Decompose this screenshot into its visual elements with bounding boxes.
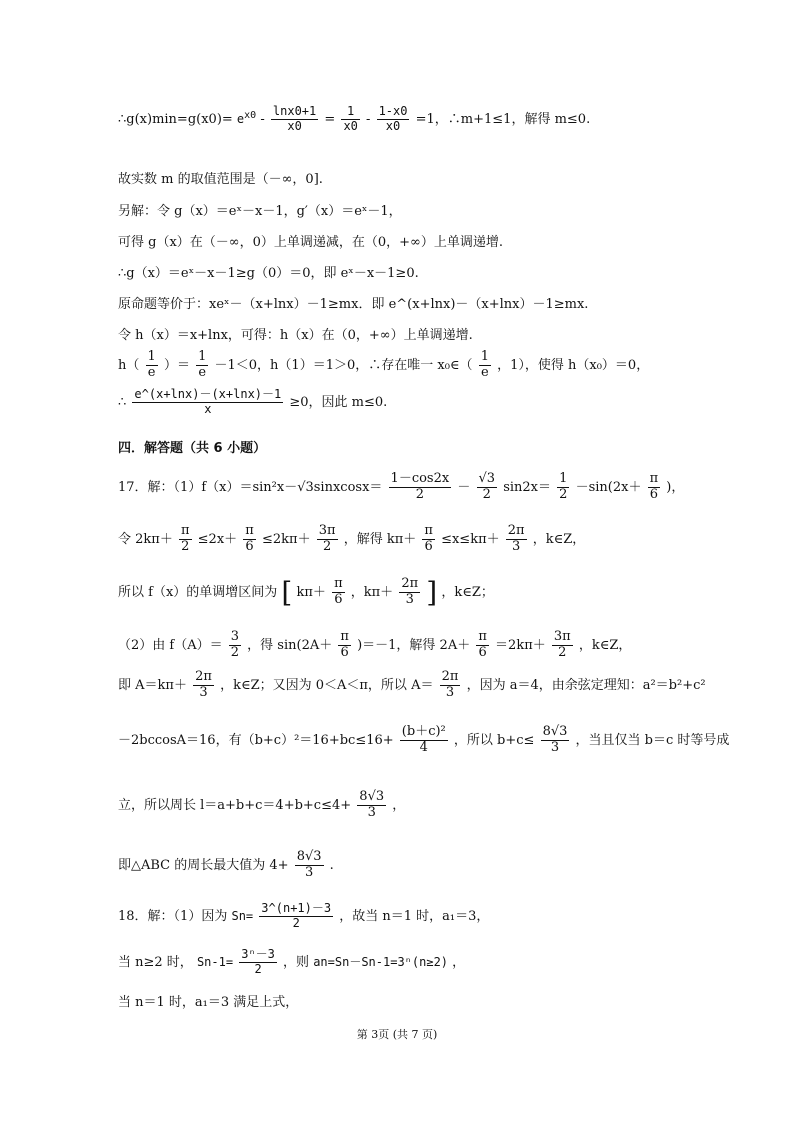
exp-term xyxy=(236,109,257,126)
numerator: π xyxy=(180,523,190,538)
numerator: 3ⁿ－3 xyxy=(241,947,275,961)
text-segment: ，当且仅当 b＝c 时等号成 xyxy=(575,732,730,748)
text-segment: ∴g(x)min=g(x0)= xyxy=(118,111,233,127)
fraction xyxy=(506,524,527,555)
numerator: 8√3 xyxy=(542,724,568,739)
text-segment: －sin(2x＋ xyxy=(575,479,642,495)
denominator: e xyxy=(480,364,489,380)
denominator: 6 xyxy=(334,592,343,607)
text-segment: an=Sn－Sn-1=3ⁿ(n≥2) xyxy=(313,954,449,969)
text-segment: ≤2x＋ xyxy=(197,531,238,547)
text-segment: ，则 xyxy=(283,954,310,970)
q17-line-1 xyxy=(118,472,684,503)
denominator: 6 xyxy=(478,644,487,660)
bracket-left: [ xyxy=(281,576,293,609)
text-segment: ∴ xyxy=(118,394,127,410)
fraction xyxy=(146,350,158,381)
fraction xyxy=(179,524,192,555)
fraction xyxy=(332,577,345,608)
text-line: 原命题等价于：xeˣ－（x+lnx）－1≥mx．即 e^(x+lnx)－（x+lnx）－1≥mx. xyxy=(118,297,589,312)
denominator: 3 xyxy=(199,684,208,700)
q17-line-2 xyxy=(118,524,585,555)
denominator: 6 xyxy=(340,644,349,660)
numerator: 3π xyxy=(553,629,571,644)
denominator: 6 xyxy=(649,486,659,502)
fraction xyxy=(440,670,461,701)
fraction xyxy=(193,670,214,701)
text-line-h-values xyxy=(118,350,649,381)
exp-base: e xyxy=(236,111,245,126)
denominator: e xyxy=(198,364,207,380)
text-segment: Sn= xyxy=(231,908,254,923)
numerator: π xyxy=(424,523,433,538)
text-segment: ，解得 kπ＋ xyxy=(343,531,417,547)
denominator: 2 xyxy=(322,538,332,554)
fraction xyxy=(422,524,435,555)
denominator: 3 xyxy=(550,739,560,755)
text-segment: ＝2kπ＋ xyxy=(495,637,546,653)
q17-line-5 xyxy=(118,670,706,701)
text-line: 可得 g（x）在（－∞，0）上单调递减，在（0，+∞）上单调递增. xyxy=(118,235,504,250)
page-footer: 第 3页 (共 7 页) xyxy=(356,1028,438,1041)
q17-line-8 xyxy=(118,850,334,881)
fraction xyxy=(196,350,208,381)
numerator: π xyxy=(245,523,254,538)
denominator: 2 xyxy=(559,486,568,502)
text-segment: ， xyxy=(452,954,466,970)
numerator: 1 xyxy=(480,349,489,364)
denominator: 6 xyxy=(424,538,433,554)
text-segment: = xyxy=(324,111,336,127)
numerator: 3π xyxy=(318,523,336,538)
text-segment: =1，∴m+1≤1，解得 m≤0. xyxy=(415,111,591,127)
text-segment: . xyxy=(329,857,334,873)
q18-line-3: 当 n＝1 时，a₁＝3 满足上式， xyxy=(118,995,299,1010)
text-segment: ≤x≤kπ＋ xyxy=(441,531,500,547)
text-segment: kπ＋ xyxy=(296,585,326,600)
text-segment: ，得 sin(2A＋ xyxy=(247,637,333,653)
fraction xyxy=(389,472,452,503)
exp-sup: x0 xyxy=(244,109,257,121)
text-segment: 当 n≥2 时， xyxy=(118,954,193,970)
numerator: 2π xyxy=(401,576,419,592)
q17-line-3 xyxy=(118,576,494,609)
numerator: (b＋c)² xyxy=(401,724,446,739)
text-segment: 即 A＝kπ＋ xyxy=(118,677,187,693)
text-segment: Sn-1= xyxy=(196,954,234,969)
denominator: 3 xyxy=(405,592,414,607)
numerator: 1-x0 xyxy=(378,104,408,118)
fraction xyxy=(271,105,318,134)
text-line: 另解：令 g（x）＝eˣ－x－1，g′（x）＝eˣ－1， xyxy=(118,204,402,219)
text-segment: ≤2kπ＋ xyxy=(261,531,311,547)
text-segment: 即△ABC 的周长最大值为 4+ xyxy=(118,857,289,873)
denominator: 2 xyxy=(181,538,190,554)
q17-line-4 xyxy=(118,630,631,661)
section-heading: 四．解答题（共 6 小题） xyxy=(118,441,267,456)
text-segment: )＝－1，解得 2A＋ xyxy=(357,637,471,653)
text-segment: )， xyxy=(666,479,685,495)
solution-line-gmin xyxy=(118,105,590,134)
numerator: lnx0+1 xyxy=(272,104,317,118)
numerator: 8√3 xyxy=(359,789,385,804)
numerator: 1 xyxy=(559,471,568,486)
numerator: π xyxy=(478,629,487,644)
denominator: 2 xyxy=(254,961,262,976)
fraction xyxy=(541,725,570,756)
denominator: 2 xyxy=(415,486,425,502)
fraction xyxy=(132,388,283,417)
text-segment: －2bccosA＝16，有（b+c）²＝16+bc≤16+ xyxy=(118,732,394,748)
fraction xyxy=(477,472,498,503)
denominator: 2 xyxy=(230,644,240,660)
numerator: 8√3 xyxy=(296,849,322,864)
numerator: 2π xyxy=(195,669,212,684)
fraction xyxy=(338,630,351,661)
denominator: 3 xyxy=(304,864,314,880)
numerator: 3 xyxy=(230,629,240,644)
fraction xyxy=(357,790,386,821)
fraction xyxy=(259,902,333,931)
text-segment: 18．解：（1）因为 xyxy=(118,908,228,924)
fraction xyxy=(552,630,573,661)
text-line-conclusion xyxy=(118,388,387,417)
text-segment: ，因为 a＝4，由余弦定理知：a²＝b²+c² xyxy=(466,677,706,693)
text-segment: ，k∈Z， xyxy=(532,531,586,547)
text-segment: ≥0，因此 m≤0. xyxy=(289,394,388,410)
denominator: 3 xyxy=(445,684,455,700)
fraction xyxy=(243,524,256,555)
fraction xyxy=(400,725,448,756)
numerator: 1－cos2x xyxy=(390,471,450,486)
text-segment: ，k∈Z； xyxy=(441,585,494,600)
fraction xyxy=(399,577,420,608)
text-segment: 17．解：（1）f（x）＝sin²x－√3sinxcosx＝ xyxy=(118,479,383,495)
denominator: 3 xyxy=(367,804,376,820)
fraction xyxy=(239,948,277,977)
numerator: 1 xyxy=(341,105,359,120)
numerator: e^(x+lnx)－(x+lnx)－1 xyxy=(134,387,282,401)
denominator: x xyxy=(204,401,212,416)
numerator: π xyxy=(334,576,343,592)
numerator: 1 xyxy=(147,349,156,364)
fraction xyxy=(317,524,338,555)
text-segment: sin2x＝ xyxy=(503,479,552,495)
text-segment: ，1），使得 h（x₀）＝0， xyxy=(497,357,650,373)
denominator: e xyxy=(147,364,156,380)
numerator: 2π xyxy=(507,523,525,538)
text-segment: 令 2kπ＋ xyxy=(118,531,173,547)
denominator: 3 xyxy=(512,538,521,554)
denominator: 6 xyxy=(245,538,254,554)
numerator: 3^(n+1)－3 xyxy=(261,901,332,915)
text-segment: ，k∈Z；又因为 0＜A＜π，所以 A＝ xyxy=(220,677,434,693)
denominator: x0 xyxy=(287,118,302,133)
q18-line-1 xyxy=(118,902,489,931)
denominator: 4 xyxy=(419,739,428,755)
denominator: 2 xyxy=(292,915,300,930)
text-segment: - xyxy=(366,111,371,127)
numerator: √3 xyxy=(478,471,496,486)
fraction xyxy=(341,105,359,134)
text-segment: －1＜0，h（1）＝1＞0，∴存在唯一 x₀∈（ xyxy=(214,357,473,373)
denominator: 2 xyxy=(558,644,567,660)
text-segment: ，kπ＋ xyxy=(350,585,394,600)
numerator: 2π xyxy=(441,669,459,684)
numerator: π xyxy=(649,471,659,486)
q17-line-6 xyxy=(118,725,729,756)
fraction xyxy=(476,630,489,661)
numerator: π xyxy=(340,629,349,644)
text-segment: h（ xyxy=(118,357,140,373)
q17-line-7 xyxy=(118,790,405,821)
text-segment: ， xyxy=(392,797,406,813)
fraction xyxy=(479,350,491,381)
fraction xyxy=(648,472,661,503)
numerator: 1 xyxy=(198,349,207,364)
fraction xyxy=(295,850,324,881)
text-segment: 立，所以周长 l＝a+b+c＝4+b+c≤4+ xyxy=(118,797,352,813)
text-segment: ，故当 n＝1 时，a₁＝3， xyxy=(339,908,490,924)
text-segment: - xyxy=(260,111,265,127)
text-line: 故实数 m 的取值范围是（－∞，0]. xyxy=(118,172,323,187)
q18-line-2 xyxy=(118,948,465,977)
denominator: 2 xyxy=(482,486,491,502)
text-segment: ，所以 b+c≤ xyxy=(453,732,535,748)
text-line: 令 h（x）＝x+lnx，可得：h（x）在（0，+∞）上单调递增. xyxy=(118,328,473,343)
text-segment: － xyxy=(457,479,471,495)
text-segment: ）＝ xyxy=(163,357,190,373)
fraction xyxy=(229,630,241,661)
denominator: x0 xyxy=(385,118,401,133)
denominator: x0 xyxy=(343,118,358,133)
text-segment: ，k∈Z， xyxy=(578,637,632,653)
text-segment: 所以 f（x）的单调增区间为 xyxy=(118,585,278,600)
text-line: ∴g（x）＝eˣ－x－1≥g（0）＝0，即 eˣ－x－1≥0. xyxy=(118,266,419,281)
text-segment: （2）由 f（A）＝ xyxy=(118,637,223,653)
fraction xyxy=(377,105,410,134)
bracket-right: ] xyxy=(426,576,438,609)
fraction xyxy=(557,472,569,503)
